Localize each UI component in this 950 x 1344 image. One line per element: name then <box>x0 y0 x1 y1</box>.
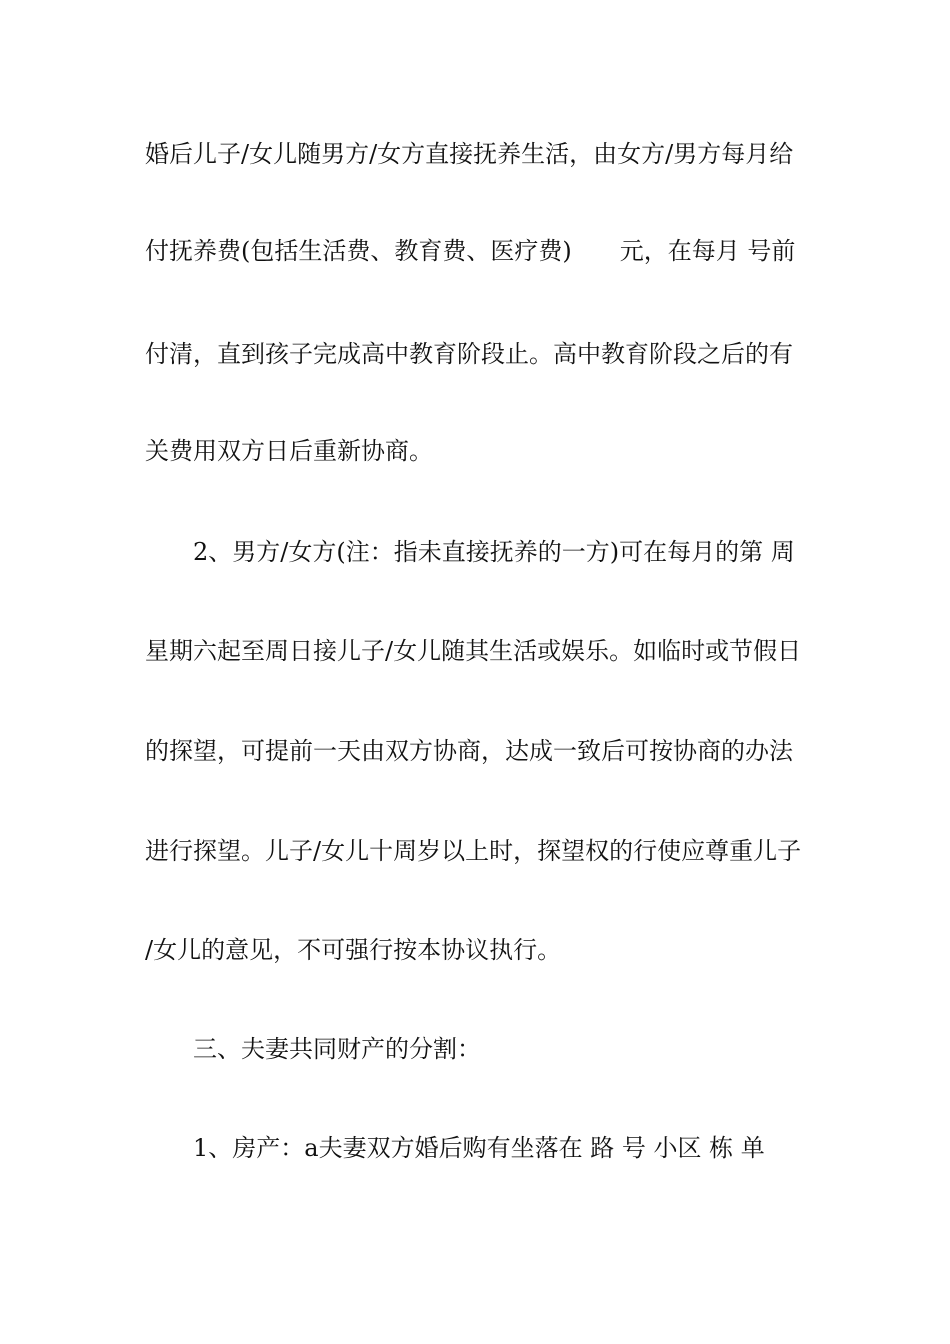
text-line: 星期六起至周日接儿子/女儿随其生活或娱乐。如临时或节假日 <box>145 637 802 665</box>
section-heading: 三、夫妻共同财产的分割： <box>145 1035 481 1063</box>
text-line: 的探望，可提前一天由双方协商，达成一致后可按协商的办法 <box>145 737 793 765</box>
text-line: 2、男方/女方(注：指未直接抚养的一方)可在每月的第 周 <box>145 538 795 566</box>
text-line: 婚后儿子/女儿随男方/女方直接抚养生活，由女方/男方每月给 <box>145 140 794 168</box>
text-line: 关费用双方日后重新协商。 <box>145 437 433 465</box>
text-line: 进行探望。儿子/女儿十周岁以上时，探望权的行使应尊重儿子 <box>145 837 802 865</box>
text-line: 付清，直到孩子完成高中教育阶段止。高中教育阶段之后的有 <box>145 340 793 368</box>
text-line: 1、房产：a夫妻双方婚后购有坐落在 路 号 小区 栋 单 <box>145 1134 765 1162</box>
text-line: /女儿的意见，不可强行按本协议执行。 <box>145 936 562 964</box>
text-line: 付抚养费(包括生活费、教育费、医疗费) 元，在每月 号前 <box>145 237 796 265</box>
